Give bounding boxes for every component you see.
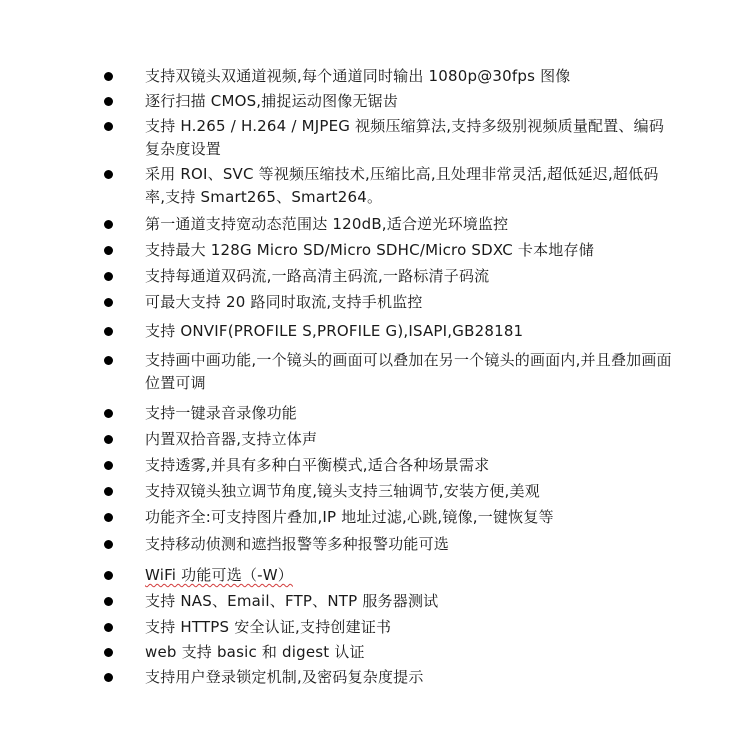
feature-text: 逐行扫描 CMOS,捕捉运动图像无锯齿: [145, 92, 399, 110]
bullet-icon: [104, 513, 113, 522]
feature-text: 支持 ONVIF(PROFILE S,PROFILE G),ISAPI,GB28181: [145, 322, 524, 340]
bullet-icon: [104, 597, 113, 606]
bullet-icon: [104, 673, 113, 682]
bullet-icon: [104, 220, 113, 229]
feature-text: WiFi 功能可选（-W）: [145, 566, 293, 584]
bullet-icon: [104, 122, 113, 131]
feature-text: 支持 H.265 / H.264 / MJPEG 视频压缩算法,支持多级别视频质量配置、编码复杂度设置: [145, 117, 665, 158]
feature-text: 内置双拾音器,支持立体声: [145, 430, 318, 448]
feature-text: 第一通道支持宽动态范围达 120dB,适合逆光环境监控: [145, 215, 509, 233]
bullet-icon: [104, 540, 113, 549]
bullet-icon: [104, 327, 113, 336]
feature-text: 功能齐全:可支持图片叠加,IP 地址过滤,心跳,镜像,一键恢复等: [145, 508, 554, 526]
feature-text: web 支持 basic 和 digest 认证: [145, 643, 365, 661]
feature-text: 可最大支持 20 路同时取流,支持手机监控: [145, 293, 423, 311]
feature-text: 支持最大 128G Micro SD/Micro SDHC/Micro SDXC 卡本地存储: [145, 241, 594, 259]
bullet-icon: [104, 97, 113, 106]
bullet-icon: [104, 298, 113, 307]
feature-text: 支持双镜头双通道视频,每个通道同时输出 1080p@30fps 图像: [145, 67, 571, 85]
feature-text: 支持透雾,并具有多种白平衡模式,适合各种场景需求: [145, 456, 490, 474]
bullet-icon: [104, 170, 113, 179]
feature-text: 支持画中画功能,一个镜头的画面可以叠加在另一个镜头的画面内,并且叠加画面位置可调: [145, 351, 672, 392]
bullet-icon: [104, 487, 113, 496]
bullet-icon: [104, 571, 113, 580]
bullet-icon: [104, 623, 113, 632]
bullet-icon: [104, 72, 113, 81]
bullet-icon: [104, 435, 113, 444]
feature-text: 采用 ROI、SVC 等视频压缩技术,压缩比高,且处理非常灵活,超低延迟,超低码率,支持 Smart265、Smart264。: [145, 165, 659, 206]
feature-text: 支持用户登录锁定机制,及密码复杂度提示: [145, 668, 424, 686]
feature-text: 支持一键录音录像功能: [145, 404, 298, 422]
bullet-icon: [104, 461, 113, 470]
bullet-icon: [104, 272, 113, 281]
bullet-icon: [104, 409, 113, 418]
bullet-icon: [104, 356, 113, 365]
feature-text: 支持移动侦测和遮挡报警等多种报警功能可选: [145, 535, 450, 553]
feature-text: 支持 NAS、Email、FTP、NTP 服务器测试: [145, 592, 439, 610]
feature-text: 支持双镜头独立调节角度,镜头支持三轴调节,安装方便,美观: [145, 482, 540, 500]
bullet-icon: [104, 648, 113, 657]
feature-text: 支持每通道双码流,一路高清主码流,一路标清子码流: [145, 267, 490, 285]
feature-text: 支持 HTTPS 安全认证,支持创建证书: [145, 618, 392, 636]
bullet-icon: [104, 246, 113, 255]
